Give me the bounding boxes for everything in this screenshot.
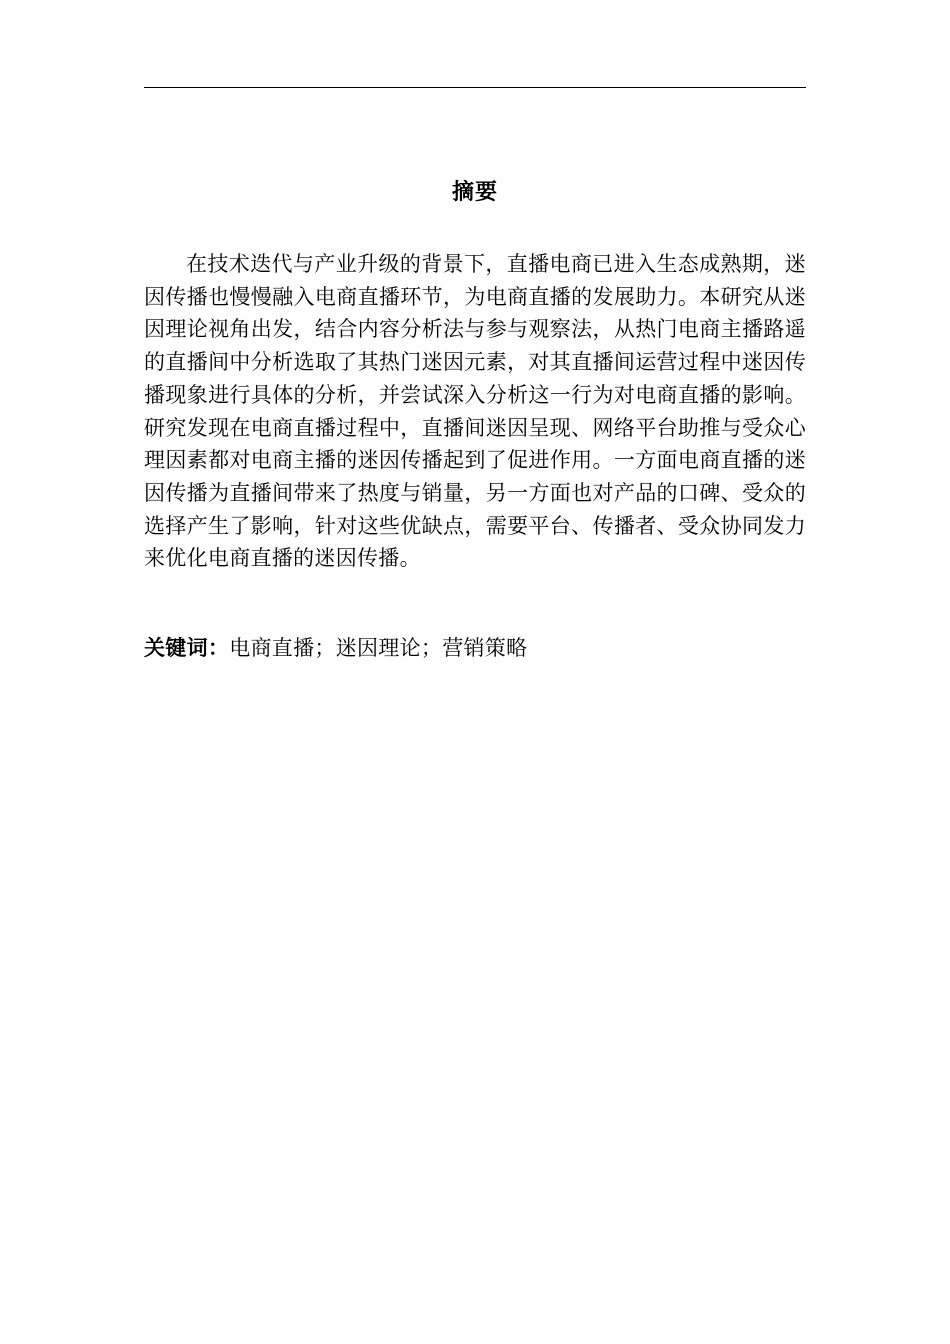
header-rule	[144, 87, 806, 88]
abstract-body: 在技术迭代与产业升级的背景下，直播电商已进入生态成熟期，迷因传播也慢慢融入电商直播环节，为电商直播的发展助力。本研究从迷因理论视角出发，结合内容分析法与参与观察法，从热门电商主播路遥的直播间中分析选取了其热门迷因元素，对其直播间运营过程中迷因传播现象进行具体的分析，并尝试深入分析这一行为对电商直播的影响。研究发现在电商直播过程中，直播间迷因呈现、网络平台助推与受众心理因素都对电商主播的迷因传播起到了促进作用。一方面电商直播的迷因传播为直播间带来了热度与销量，另一方面也对产品的口碑、受众的选择产生了影响，针对这些优缺点，需要平台、传播者、受众协同发力来优化电商直播的迷因传播。	[144, 252, 806, 571]
abstract-title: 摘要	[451, 180, 498, 205]
keywords-line	[144, 632, 806, 664]
keywords-value: 电商直播；迷因理论；营销策略	[229, 636, 528, 660]
keywords-label: 关键词：	[144, 636, 230, 660]
